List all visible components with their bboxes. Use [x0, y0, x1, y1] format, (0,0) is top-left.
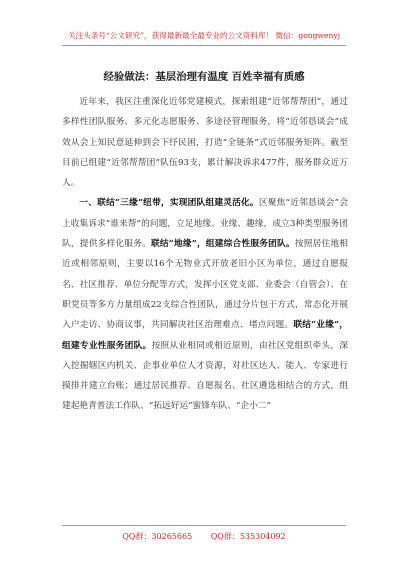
text-segment: 按照居住地相近或相邻原则，主要以16个无物业式开放老旧小区为单位，通过自愿报名、社区推荐、单位分配等方式，发挥小区党支部、业委会（自管会）、在职党员等多方力量组成22支综合性团队，通过分片包干方式，常态化开展入户走访、协商议事，共同解决社区治理难点、堵点问题。 — [62, 239, 348, 331]
subsection-heading-diyuan: 联结“地缘”，组建综合性服务团队。 — [150, 239, 295, 250]
document-body — [62, 92, 348, 417]
footer-contact — [0, 531, 408, 542]
footer-divider — [62, 525, 346, 526]
paragraph-intro — [62, 92, 348, 193]
section-heading: 一、联结“三缘”纽带，实现团队组建灵活化。 — [79, 198, 259, 209]
footer-qq-group-1: QQ群：30265665 — [122, 532, 193, 541]
footer-qq-group-2: QQ群：535304092 — [210, 532, 286, 541]
header-divider — [62, 45, 346, 46]
text-segment: 区聚焦“近邻恳谈会”会上收集诉求“谁来帮”的问题，立足地缘、业缘、趣缘，成立3种类型服务团队，提供多样化服务。 — [62, 198, 349, 250]
header-promo-note: 关注头条号“公文研究”，获得最新最全最专业的公文资料库！ 微信：gongwenyj — [67, 31, 341, 40]
subsection-heading-yeyuan: 联结“业缘”，组建专业性服务团队。 — [62, 320, 348, 351]
text-segment: 近年来，我区注重深化近邻党建模式，探索组建“近邻帮帮团”，通过多样性团队服务、多元化志愿服务、多途径管理服务，将“近邻恳谈会”成效从会上知民意延伸到会下纾民困，打造“全链条”式近邻服务矩阵。截至目前已组建“近邻帮帮团”队伍93支，累计解决诉求477件，服务群众近万人。 — [62, 97, 348, 189]
text-segment: 按照从业相同或相近原则，由社区党组织牵头，深入挖掘辖区内机关、企事业单位人才资源，对社区达人、能人、专家进行摸排并建立台账；通过居民推荐、自愿报名、社区遴选相结合的方式，组建起艳青普法工作队、“拓远好运”蜜锋车队、“企小二” — [62, 340, 349, 412]
paragraph-section-one — [62, 193, 348, 416]
document-title: 经验做法：基层治理有温度 百姓幸福有质感 — [103, 71, 305, 83]
